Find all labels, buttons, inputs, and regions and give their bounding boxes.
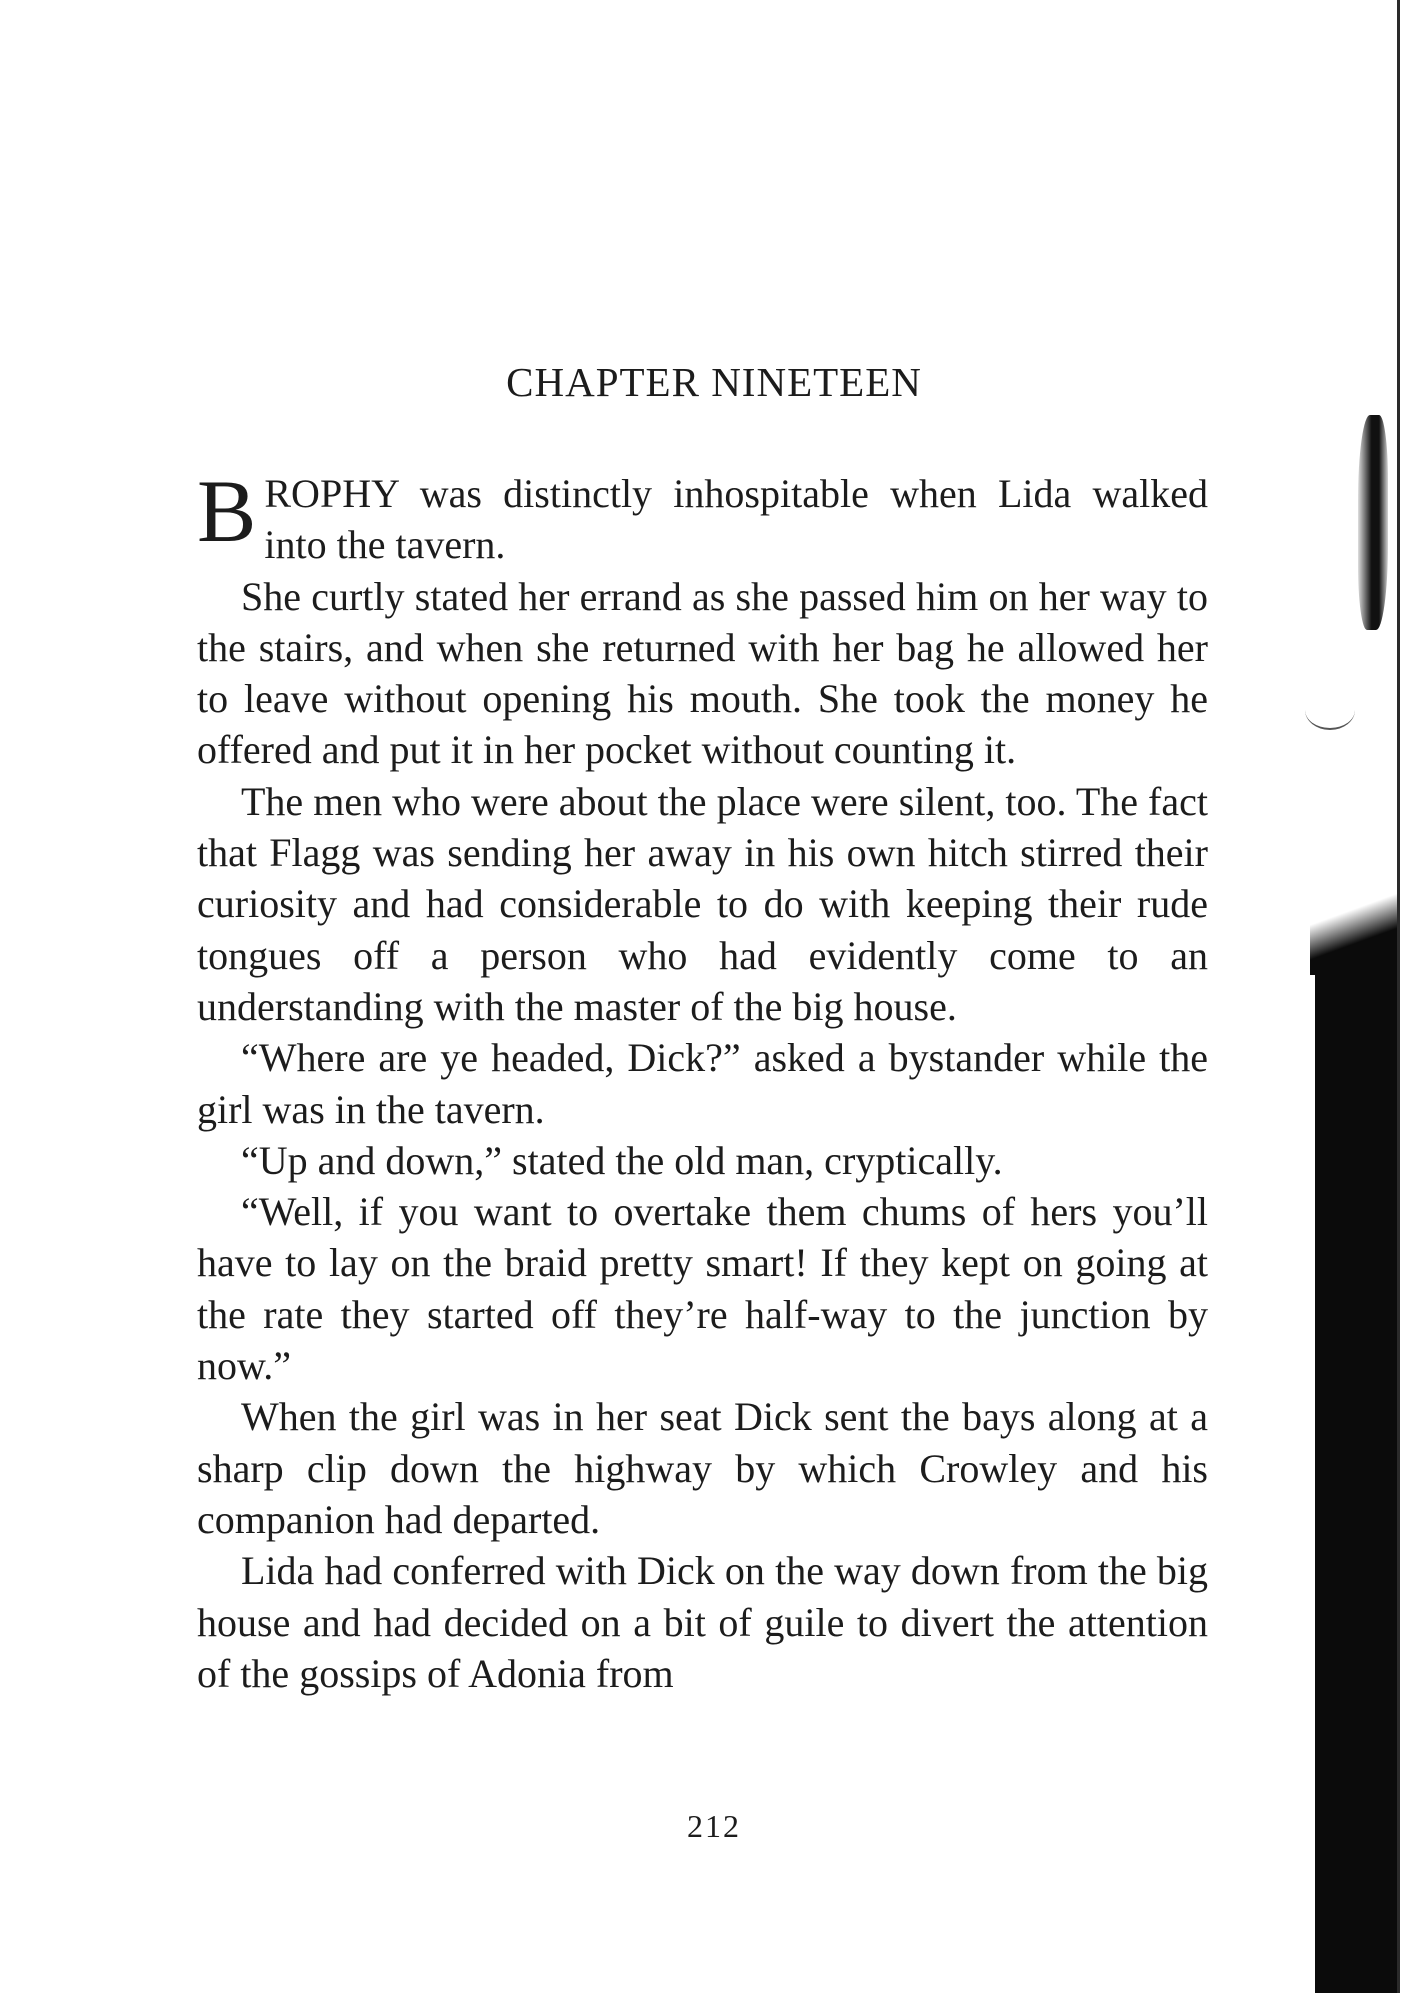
body-text	[197, 463, 1208, 1699]
paragraph: The men who were about the place were silent, too. The fact that Flagg was sending her away in his own hitch stirred their curiosity and had considerable to do with keeping their rude tongues off a person who had evidently come to an understanding with the master of the big house.	[197, 778, 1208, 1029]
paragraph-text: ROPHY was distinctly inhospitable when Lida walked into the tavern.	[264, 471, 1208, 568]
binding-edge	[1397, 0, 1400, 1993]
paragraph	[197, 463, 1208, 571]
binding-shadow-fade	[1310, 890, 1397, 975]
drop-cap: B	[197, 463, 257, 561]
page-number: 212	[687, 1808, 741, 1844]
paragraph: When the girl was in her seat Dick sent the bays along at a sharp clip down the highway by which Crowley and his companion had departed.	[197, 1394, 1208, 1542]
paragraph: Lida had conferred with Dick on the way down from the big house and had decided on a bit of guile to divert the attention of the gossips of Adonia from	[197, 1548, 1208, 1696]
paragraph: “Up and down,” stated the old man, cryptically.	[241, 1137, 1003, 1183]
chapter-title: CHAPTER NINETEEN	[506, 359, 922, 405]
binding-curve	[1305, 690, 1355, 730]
paragraph: “Well, if you want to overtake them chums of hers you’ll have to lay on the braid pretty smart! If they kept on going at the rate they started off they’re half-way to the junction by now.”	[197, 1189, 1208, 1389]
binding-shadow	[1358, 415, 1388, 630]
paragraph: “Where are ye headed, Dick?” asked a bystander while the girl was in the tavern.	[197, 1035, 1208, 1132]
paragraph: She curtly stated her errand as she passed him on her way to the stairs, and when she returned with her bag he allowed her to leave without opening his mouth. She took the money he offered and put it in her pocket without counting it.	[197, 573, 1208, 773]
